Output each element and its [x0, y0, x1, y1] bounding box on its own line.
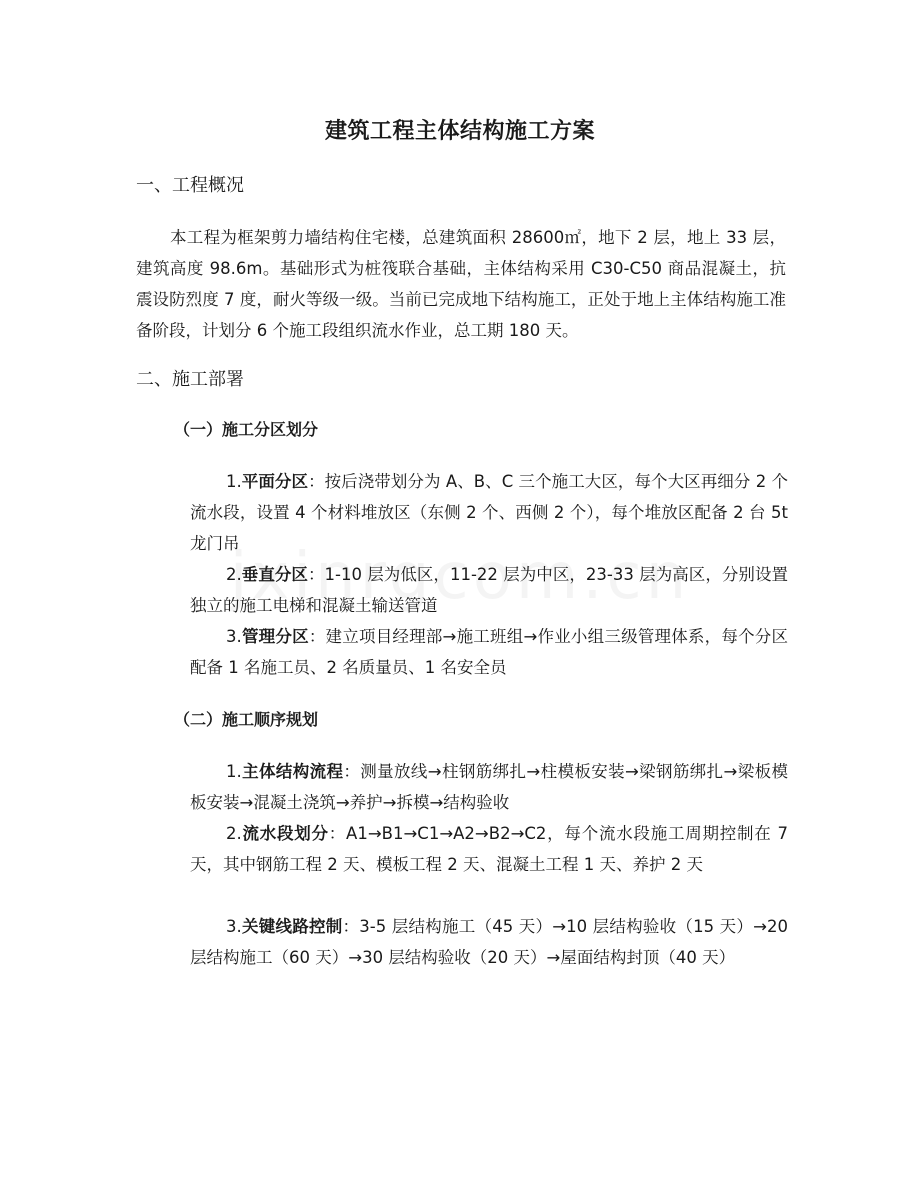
item-lead: 主体结构流程 [241, 762, 344, 781]
item-text: ：A1→B1→C1→A2→B2→C2，每个流水段施工周期控制在 7 天，其中钢筋工程 2 天、模板工程 2 天、混凝土工程 1 天、养护 2 天 [190, 824, 788, 874]
document-title: 建筑工程主体结构施工方案 [324, 119, 595, 144]
item-lead: 关键线路控制 [241, 917, 343, 936]
section-heading-overview: 一、工程概况 [136, 175, 244, 196]
list-item [190, 911, 788, 973]
subsection-heading-sequence: （二）施工顺序规划 [174, 710, 319, 729]
overview-paragraph: 本工程为框架剪力墙结构住宅楼，总建筑面积 28600㎡，地下 2 层，地上 33 层，建筑高度 98.6m。基础形式为桩筏联合基础，主体结构采用 C30-C50 商品混凝土，抗震设防烈度 7 度，耐火等级一级。当前已完成地下结构施工，正处于地上主体结构施工准备阶段，计划分 6 个施工段组织流水作业，总工期 180 天。 [136, 228, 786, 340]
item-text: ：测量放线→柱钢筋绑扎→柱模板安装→梁钢筋绑扎→梁板模板安装→混凝土浇筑→养护→拆模→结构验收 [190, 762, 788, 812]
item-text: ：按后浇带划分为 A、B、C 三个施工大区，每个大区再细分 2 个流水段，设置 4 个材料堆放区（东侧 2 个、西侧 2 个），每个堆放区配备 2 台 5t 龙门吊 [190, 472, 789, 553]
list-item [190, 466, 788, 559]
list-item [190, 756, 788, 818]
item-text: ：1-10 层为低区，11-22 层为中区，23-33 层为高区，分别设置独立的施工电梯和混凝土输送管道 [190, 565, 788, 615]
item-number: 3. [226, 627, 242, 646]
item-lead: 流水段划分 [241, 824, 329, 843]
item-text: ：3-5 层结构施工（45 天）→10 层结构验收（15 天）→20 层结构施工（60 天）→30 层结构验收（20 天）→屋面结构封顶（40 天） [190, 917, 788, 967]
item-number: 1. [226, 762, 242, 781]
item-number: 3. [226, 917, 242, 936]
subsection-heading-zoning: （一）施工分区划分 [174, 420, 319, 439]
section-heading-deployment: 二、施工部署 [136, 369, 244, 390]
list-item [190, 559, 788, 621]
list-item [190, 621, 788, 683]
item-number: 2. [226, 824, 242, 843]
list-item [190, 818, 788, 880]
item-lead: 平面分区 [241, 472, 309, 491]
item-number: 2. [226, 565, 242, 584]
item-lead: 垂直分区 [241, 565, 308, 584]
item-number: 1. [226, 472, 242, 491]
item-text: ：建立项目经理部→施工班组→作业小组三级管理体系，每个分区配备 1 名施工员、2 名质量员、1 名安全员 [190, 627, 788, 677]
item-lead: 管理分区 [241, 627, 309, 646]
